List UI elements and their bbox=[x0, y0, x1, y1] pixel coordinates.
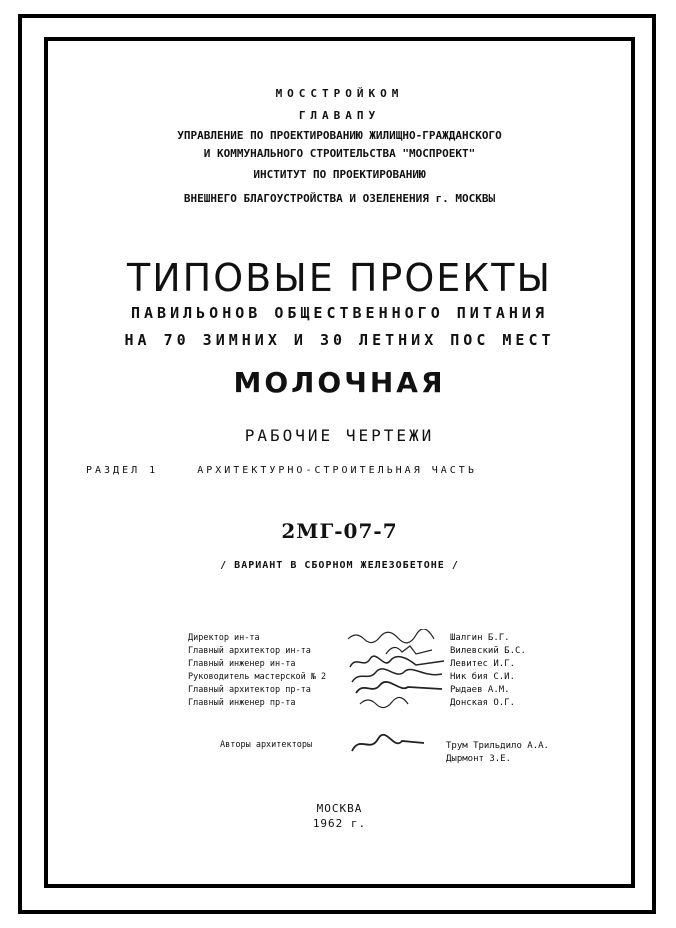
header-institute-1: ИНСТИТУТ ПО ПРОЕКТИРОВАНИЮ bbox=[253, 168, 426, 181]
signature-position: Главный архитектор пр-та bbox=[188, 685, 311, 695]
variant-note: / ВАРИАНТ В СБОРНОМ ЖЕЛЕЗОБЕТОНЕ / bbox=[220, 560, 459, 571]
project-code: 2МГ-07-7 bbox=[281, 519, 398, 543]
section-line bbox=[86, 465, 507, 476]
signature-name: Рыдаев А.М. bbox=[450, 685, 510, 695]
main-title: ТИПОВЫЕ ПРОЕКТЫ bbox=[127, 256, 552, 300]
author-name: Трум Трильдило А.А. bbox=[446, 741, 549, 751]
drawings-label: РАБОЧИЕ ЧЕРТЕЖИ bbox=[244, 426, 435, 445]
header-ministry: МОССТРОЙКОМ bbox=[275, 87, 404, 100]
signature-position: Главный инженер ин-та bbox=[188, 659, 296, 669]
handwritten-signature bbox=[348, 733, 428, 757]
signature-name: Вилевский Б.С. bbox=[450, 646, 526, 656]
signature-row bbox=[188, 698, 608, 711]
title-page bbox=[44, 37, 635, 888]
signature-name: Левитес И.Г. bbox=[450, 659, 516, 669]
year: 1962 г. bbox=[312, 817, 367, 830]
signature-position: Главный инженер пр-та bbox=[188, 698, 296, 708]
building-name: МОЛОЧНАЯ bbox=[233, 366, 446, 399]
signature-name: Ник бия С.И. bbox=[450, 672, 516, 682]
header-institute-2: ВНЕШНЕГО БЛАГОУСТРОЙСТВА И ОЗЕЛЕНЕНИЯ г. МОСКВЫ bbox=[183, 192, 496, 205]
author-name: Дырмонт З.Е. bbox=[446, 754, 512, 764]
subtitle-line-2: НА 70 ЗИМНИХ И 30 ЛЕТНИХ ПОС МЕСТ bbox=[124, 331, 555, 349]
signature-table bbox=[188, 633, 608, 711]
authors-label: Авторы архитекторы bbox=[220, 740, 313, 750]
handwritten-signature bbox=[346, 694, 446, 710]
header-glavapu: ГЛАВАПУ bbox=[298, 109, 381, 122]
signature-name: Донская О.Г. bbox=[450, 698, 516, 708]
section-name: АРХИТЕКТУРНО-СТРОИТЕЛЬНАЯ ЧАСТЬ bbox=[197, 465, 477, 476]
signature-position: Главный архитектор ин-та bbox=[188, 646, 311, 656]
header-department-1: УПРАВЛЕНИЕ ПО ПРОЕКТИРОВАНИЮ ЖИЛИЩНО-ГРАЖДАНСКОГО bbox=[177, 129, 502, 142]
subtitle-line-1: ПАВИЛЬОНОВ ОБЩЕСТВЕННОГО ПИТАНИЯ bbox=[131, 304, 548, 322]
header-department-2: И КОММУНАЛЬНОГО СТРОИТЕЛЬСТВА "МОСПРОЕКТ" bbox=[203, 147, 476, 160]
signature-position: Директор ин-та bbox=[188, 633, 260, 643]
city: МОСКВА bbox=[316, 802, 363, 815]
signature-name: Шалгин Б.Г. bbox=[450, 633, 510, 643]
section-label: РАЗДЕЛ 1 bbox=[86, 465, 159, 476]
signature-position: Руководитель мастерской № 2 bbox=[188, 672, 327, 682]
authors-names bbox=[446, 740, 549, 766]
